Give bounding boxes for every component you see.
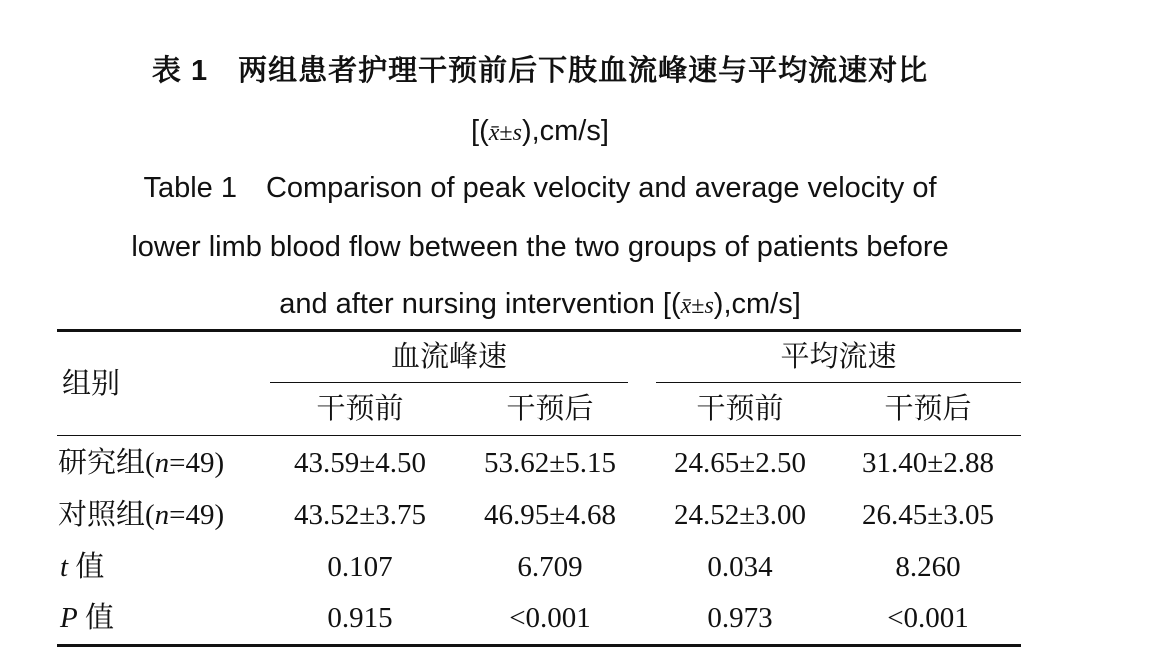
row-label-var: t (60, 551, 69, 583)
row-label-var: n (154, 499, 170, 531)
row-label-text: 值 (77, 602, 114, 634)
caption-en-xbar: x̄ (680, 293, 692, 319)
table-cell: 0.973 (707, 602, 773, 634)
caption-en-line3-text: and after nursing intervention [( (279, 288, 681, 320)
caption-title-en-line1: Table 1 Comparison of peak velocity and average velocity of (143, 172, 937, 204)
caption-unit-close: ),cm/s] (521, 115, 609, 147)
row-label-t-value (60, 550, 104, 584)
table-cell: 46.95±4.68 (484, 499, 616, 531)
caption-unit-open: [( (471, 115, 489, 147)
row-label-count: =49) (169, 447, 225, 479)
table-cell: 6.709 (517, 551, 583, 583)
sub-header-peak-before: 干预前 (316, 393, 404, 425)
group-column-header: 组别 (62, 368, 121, 400)
table-cell: <0.001 (509, 602, 591, 634)
table-cell: <0.001 (887, 602, 969, 634)
row-label-var: P (60, 602, 78, 634)
caption-en-unit-close: ),cm/s] (713, 288, 801, 320)
row-label-text: 研究组( (58, 447, 155, 479)
table-cell: 0.107 (327, 551, 393, 583)
row-label-var: n (154, 447, 170, 479)
sub-header-peak-after: 干预后 (506, 393, 594, 425)
caption-title-en-line3 (0, 287, 1080, 323)
row-label-count: =49) (169, 499, 225, 531)
caption-s: s (512, 120, 522, 146)
table-cell: 8.260 (895, 551, 961, 583)
caption-unit-cn (0, 114, 1080, 150)
caption-pm: ± (499, 120, 513, 146)
col-group-peak-velocity: 血流峰速 (390, 341, 507, 373)
col-group-average-velocity: 平均流速 (780, 341, 897, 373)
caption-en-pm: ± (691, 293, 705, 319)
table-cell: 43.52±3.75 (294, 499, 426, 531)
caption-en-s: s (704, 293, 714, 319)
table-cell: 26.45±3.05 (862, 499, 994, 531)
caption-xbar: x̄ (488, 120, 500, 146)
table-top-rule (57, 329, 1021, 332)
table-cell: 43.59±4.50 (294, 447, 426, 479)
table-cell: 31.40±2.88 (862, 447, 994, 479)
table-cell: 0.034 (707, 551, 773, 583)
row-label-control-group (58, 498, 224, 532)
group-underline-peak (270, 382, 628, 383)
table-cell: 53.62±5.15 (484, 447, 616, 479)
table-cell: 24.52±3.00 (674, 499, 806, 531)
row-label-text: 值 (68, 551, 105, 583)
table-cell: 24.65±2.50 (674, 447, 806, 479)
caption-title-en-line2: lower limb blood flow between the two groups of patients before (131, 231, 949, 263)
caption-title-cn: 表 1 两组患者护理干预前后下肢血流峰速与平均流速对比 (151, 55, 929, 87)
row-label-p-value (60, 601, 114, 635)
row-label-text: 对照组( (58, 499, 155, 531)
row-label-study-group (58, 446, 224, 480)
group-underline-avg (656, 382, 1021, 383)
sub-header-avg-before: 干预前 (696, 393, 784, 425)
sub-header-avg-after: 干预后 (884, 393, 972, 425)
table-bottom-rule (57, 644, 1021, 647)
table-cell: 0.915 (327, 602, 393, 634)
header-rule (57, 435, 1021, 436)
